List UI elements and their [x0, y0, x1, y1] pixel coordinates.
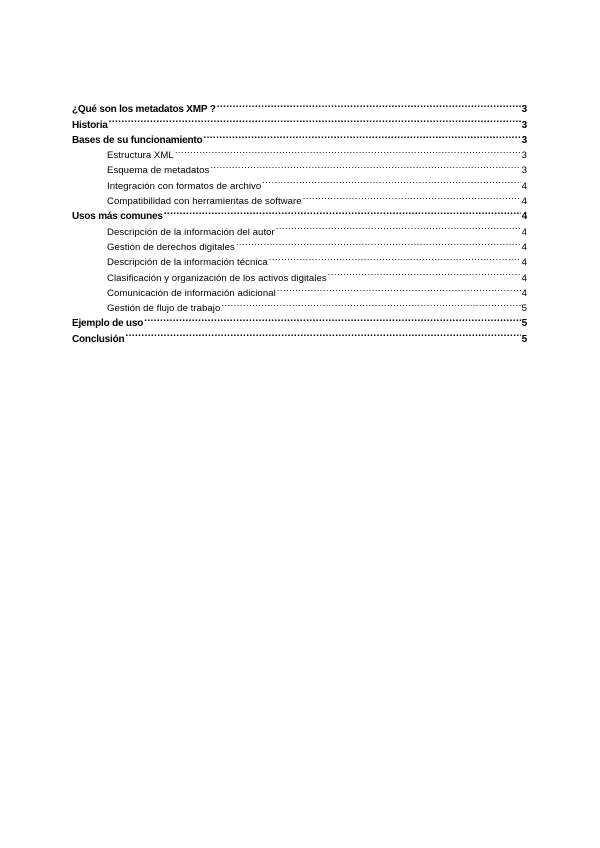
toc-entry-label: Conclusión: [72, 333, 125, 345]
toc-page-number: 3: [521, 104, 527, 116]
toc-page-number: 5: [521, 318, 527, 330]
toc-entry-historia[interactable]: [72, 112, 527, 131]
toc-page-number: 4: [521, 272, 527, 284]
toc-entry-label: Integración con formatos de archivo: [107, 180, 262, 192]
toc-leader-dots: [175, 143, 521, 158]
toc-entry-label: Descripción de la información técnica: [107, 257, 268, 269]
toc-entry-label: Gestión de derechos digitales: [107, 241, 235, 253]
toc-page-number: 4: [521, 241, 527, 253]
toc-leader-dots: [125, 326, 520, 341]
toc-page-number: 4: [521, 257, 527, 269]
toc-entry-label: Clasificación y organización de los activos digitales: [107, 272, 327, 284]
toc-entry-conclusion[interactable]: [72, 326, 527, 345]
toc-entry-label: Gestión de flujo de trabajo: [107, 303, 221, 315]
toc-page-number: 4: [521, 287, 527, 299]
toc-page-number: 3: [521, 165, 527, 177]
toc-entry-label: Descripción de la información del autor: [107, 226, 275, 238]
toc-leader-dots: [236, 235, 521, 250]
toc-leader-dots: [210, 158, 520, 173]
toc-entry-label: Bases de su funcionamiento: [72, 134, 203, 146]
toc-entry-label: Compatibilidad con herramientas de software: [107, 196, 302, 208]
toc-entry-bases-funcionamiento[interactable]: [72, 128, 527, 146]
toc-entry-label: Comunicación de información adicional: [107, 287, 276, 299]
toc-entry-label: Esquema de metadatos: [107, 165, 210, 177]
toc-leader-dots: [262, 173, 520, 188]
toc-page-number: 3: [521, 134, 527, 146]
toc-entry-label: Ejemplo de uso: [72, 318, 144, 330]
toc-page-number: 3: [521, 150, 527, 162]
toc-leader-dots: [109, 112, 521, 127]
toc-leader-dots: [203, 128, 520, 143]
toc-leader-dots: [144, 311, 521, 326]
toc-leader-dots: [303, 189, 521, 204]
table-of-contents: [72, 97, 527, 345]
toc-page-number: 5: [521, 333, 527, 345]
toc-leader-dots: [277, 281, 521, 296]
toc-leader-dots: [221, 296, 520, 311]
toc-page-number: 4: [521, 226, 527, 238]
toc-leader-dots: [164, 204, 521, 219]
toc-entry-label: Estructura XML: [107, 150, 174, 162]
toc-leader-dots: [328, 265, 521, 280]
toc-page-number: 4: [521, 180, 527, 192]
toc-entry-label: ¿Qué son los metadatos XMP ?: [72, 104, 216, 116]
toc-leader-dots: [269, 250, 521, 265]
toc-leader-dots: [217, 97, 521, 112]
toc-page-number: 4: [521, 196, 527, 208]
toc-entry-que-son-metadatos-xmp[interactable]: [72, 97, 527, 116]
toc-entry-label: Historia: [72, 119, 108, 131]
toc-leader-dots: [276, 219, 521, 234]
toc-page-number: 4: [521, 211, 527, 223]
toc-page-number: 5: [521, 303, 527, 315]
toc-page-number: 3: [521, 119, 527, 131]
toc-entry-label: Usos más comunes: [72, 211, 163, 223]
